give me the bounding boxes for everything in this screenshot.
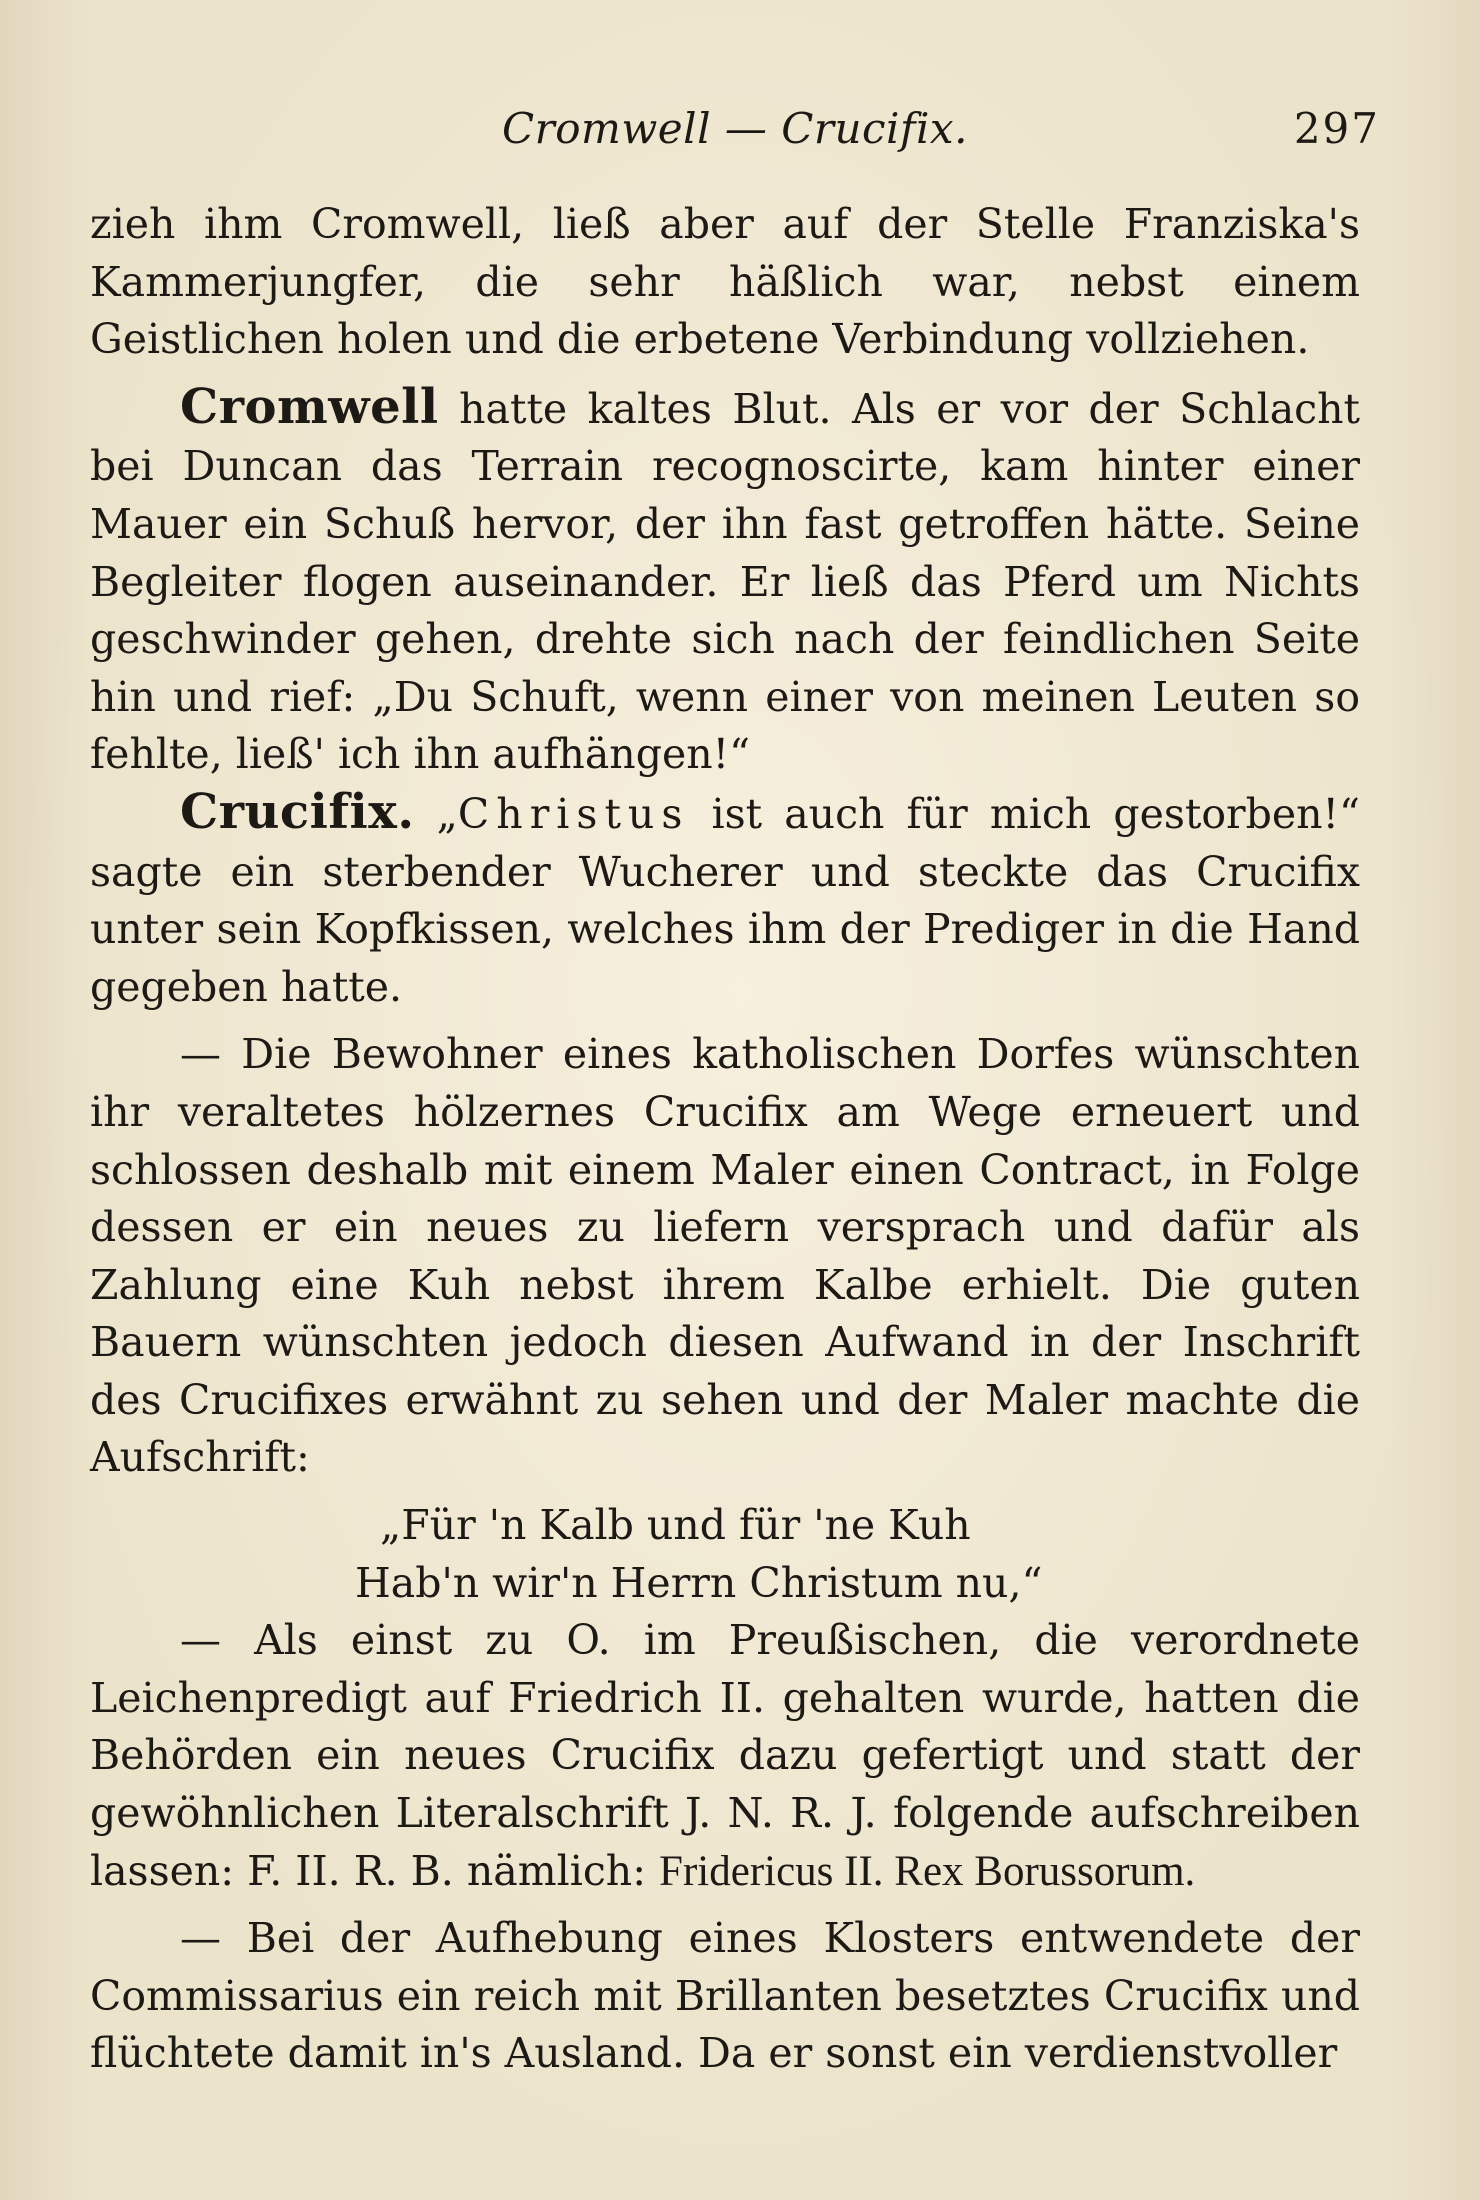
paragraph-dorf xyxy=(90,1026,1360,1487)
paragraph-kammerjungfer xyxy=(90,196,1360,369)
running-head: Cromwell — Crucifix. xyxy=(502,104,968,153)
paragraph-gap xyxy=(90,1487,1360,1497)
spaced-word: Christus xyxy=(457,789,690,838)
verse-line: Hab'n wir'n Herrn Christum nu,“ xyxy=(355,1558,1043,1607)
paragraph-text: hatte kaltes Blut. Als er vor der Schlacht bei Duncan das Terrain recognoscirte, kam hinter einer Mauer ein Schuß hervor, der ihn fast getroffen hätte. Seine Begleiter flogen auseinander. Er ließ das Pferd um Nichts geschwinder gehen, drehte sich nach der feindlichen Seite hin und rief: „Du Schuft, wenn einer von meinen Leuten so fehlte, ließ' ich ihn aufhängen!“ xyxy=(90,384,1360,779)
paragraph-gap xyxy=(90,369,1360,379)
paragraph-crucifix xyxy=(90,784,1360,1016)
latin-phrase: Fridericus II. Rex Borussorum. xyxy=(659,1847,1196,1895)
paragraph-gap xyxy=(90,1900,1360,1910)
paragraph-leichenpredigt xyxy=(90,1612,1360,1900)
entry-headword-cromwell: Cromwell xyxy=(180,378,439,435)
entry-headword-crucifix: Crucifix. xyxy=(180,783,415,840)
paragraph-text: zieh ihm Cromwell, ließ aber auf der Stelle Franziska's Kammerjungfer, die sehr häßlich war, nebst einem Geistlichen holen und die erbetene Verbindung vollziehen. xyxy=(90,200,1360,364)
paragraph-text: — Bei der Aufhebung eines Klosters entwendete der Commissarius ein reich mit Brillanten besetztes Crucifix und flüchtete damit in's Ausland. Da er sonst ein verdienstvoller xyxy=(90,1914,1360,2078)
paragraph-cromwell xyxy=(90,379,1360,784)
paragraph-text: — Als einst zu O. im Preußischen, die verordnete Leichenpredigt auf Friedrich II. gehalten wurde, hatten die Behörden ein neues Crucifix dazu gefertigt und statt der gewöhnlichen Literalschrift J. N. R. J. folgende aufschreiben lassen: F. II. R. B. nämlich: xyxy=(90,1616,1360,1895)
page-header xyxy=(90,100,1380,160)
verse-line: „Für 'n Kalb und für 'ne Kuh xyxy=(380,1501,971,1550)
paragraph-gap xyxy=(90,1016,1360,1026)
paragraph-text: — Die Bewohner eines katholischen Dorfes wünschten ihr veraltetes hölzernes Crucifix am Wege erneuert und schlossen deshalb mit einem Maler einen Contract, in Folge dessen er ein neues zu liefern versprach und dafür als Zahlung eine Kuh nebst ihrem Kalbe erhielt. Die guten Bauern wünschten jedoch diesen Aufwand in der Inschrift des Crucifixes erwähnt zu sehen und der Maler machte die Aufschrift: xyxy=(90,1030,1360,1482)
body-text xyxy=(90,196,1360,2083)
quote-open: „ xyxy=(414,789,458,838)
paragraph-kloster xyxy=(90,1910,1360,2083)
paragraph-text: ist auch für mich gestorben!“ sagte ein sterbender Wucherer und steckte das Crucifix unter sein Kopfkissen, welches ihm der Prediger in die Hand gegeben hatte. xyxy=(90,789,1360,1011)
page-number: 297 xyxy=(1293,104,1380,153)
